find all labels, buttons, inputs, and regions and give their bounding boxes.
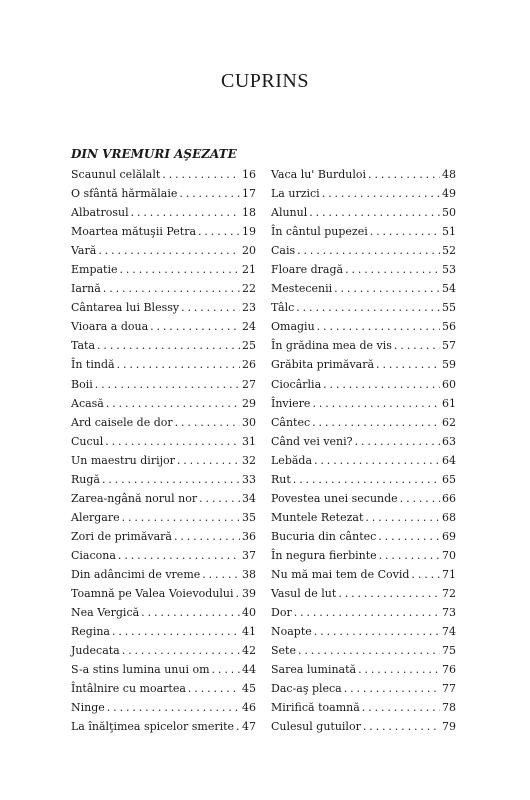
toc-entry-title: Când vei veni? [271, 434, 353, 448]
dot-leader [97, 336, 240, 355]
toc-entry [271, 355, 456, 374]
toc-entry-title: Acasă [71, 396, 104, 410]
toc-entry-title: Floare dragă [271, 263, 344, 277]
toc-entry [271, 336, 456, 355]
dot-leader [297, 241, 440, 260]
toc-entry [71, 470, 256, 489]
dot-leader [322, 184, 440, 203]
toc-entry [271, 508, 456, 527]
dot-leader [95, 375, 240, 394]
toc-entry-page-number: 44 [242, 663, 256, 677]
toc-entry [71, 527, 256, 546]
toc-entry-page-number: 25 [242, 339, 256, 353]
dot-leader [122, 508, 240, 527]
toc-entry-page-number: 63 [442, 434, 456, 448]
toc-entry-title: Rugă [71, 472, 100, 486]
toc-entry [71, 432, 256, 451]
dot-leader [314, 451, 440, 470]
toc-entry-title: În cântul pupezei [271, 225, 368, 239]
toc-entry-title: Cântarea lui Blessy [71, 301, 180, 315]
toc-entry [271, 698, 456, 717]
dot-leader [323, 375, 440, 394]
toc-entry-page-number: 29 [242, 396, 256, 410]
toc-entry [271, 279, 456, 298]
toc-entry-page-number: 79 [442, 720, 456, 734]
toc-entry [71, 241, 256, 260]
dot-leader [212, 660, 240, 679]
toc-entry-page-number: 38 [242, 567, 256, 581]
toc-entry [71, 355, 256, 374]
toc-entry-page-number: 53 [442, 263, 456, 277]
toc-entry-page-number: 35 [242, 510, 256, 524]
dot-leader [181, 298, 240, 317]
toc-entry-page-number: 70 [442, 548, 456, 562]
toc-entry-title: Regina [71, 625, 110, 639]
toc-entry-title: Toamnă pe Valea Voievodului [71, 587, 234, 601]
toc-entry-title: Culesul gutuilor [271, 720, 361, 734]
toc-entry-title: Sarea luminată [271, 663, 357, 677]
toc-entry-title: Cucul [71, 434, 104, 448]
toc-entry-page-number: 60 [442, 377, 456, 391]
toc-entry-page-number: 50 [442, 206, 456, 220]
toc-entry [271, 241, 456, 260]
toc-entry-title: Empatie [71, 263, 118, 277]
toc-entry-page-number: 37 [242, 548, 256, 562]
toc-entry [71, 679, 256, 698]
toc-entry [271, 603, 456, 622]
toc-entry [71, 413, 256, 432]
dot-leader [199, 489, 240, 508]
toc-entry-page-number: 61 [442, 396, 456, 410]
toc-entry-title: În tindă [71, 358, 115, 372]
toc-entry-title: Lebăda [271, 453, 313, 467]
dot-leader [355, 432, 440, 451]
toc-entry-title: Rut [271, 472, 291, 486]
toc-entry-title: Ard caisele de dor [71, 415, 173, 429]
toc-entry-title: Scaunul celălalt [71, 168, 161, 181]
dot-leader [198, 222, 240, 241]
dot-leader [411, 565, 440, 584]
toc-entry [71, 622, 256, 641]
toc-entry [71, 394, 256, 413]
toc-entry [271, 660, 456, 679]
toc-entry-page-number: 45 [242, 682, 256, 696]
toc-entry-title: Vară [71, 244, 97, 258]
dot-leader [131, 203, 240, 222]
toc-entry-title: La înălţimea spicelor smerite [71, 720, 235, 734]
dot-leader [338, 584, 440, 603]
toc-entry [71, 698, 256, 717]
toc-entry-title: Mestecenii [271, 282, 333, 296]
toc-entry-title: Ninge [71, 701, 105, 715]
toc-entry-page-number: 49 [442, 187, 456, 201]
toc-entry [71, 508, 256, 527]
dot-leader [317, 317, 440, 336]
toc-entry [71, 222, 256, 241]
toc-entry [71, 660, 256, 679]
dot-leader [296, 298, 440, 317]
toc-entry [71, 336, 256, 355]
toc-entry [71, 546, 256, 565]
toc-entry-page-number: 78 [442, 701, 456, 715]
toc-entry-title: În negura fierbinte [271, 548, 377, 562]
toc-entry-title: La urzici [271, 187, 320, 201]
dot-leader [378, 527, 440, 546]
toc-entry-page-number: 57 [442, 339, 456, 353]
dot-leader [376, 355, 440, 374]
toc-entry-page-number: 69 [442, 529, 456, 543]
toc-entry-page-number: 54 [442, 282, 456, 296]
toc-entry [71, 203, 256, 222]
toc-entry [71, 489, 256, 508]
dot-leader [298, 641, 440, 660]
toc-entry-title: Dor [271, 606, 292, 620]
toc-entry [271, 622, 456, 641]
toc-entry-title: Alunul [271, 206, 308, 220]
toc-entry-page-number: 64 [442, 453, 456, 467]
toc-entry [71, 298, 256, 317]
toc-entry-title: Iarnă [71, 282, 101, 296]
toc-entry-page-number: 24 [242, 320, 256, 334]
toc-entry-page-number: 68 [442, 510, 456, 524]
dot-leader [175, 413, 240, 432]
toc-entry-title: Muntele Retezat [271, 510, 364, 524]
section-heading: DIN VREMURI AŞEZATE [71, 147, 237, 161]
toc-entry [271, 546, 456, 565]
toc-entry-page-number: 77 [442, 682, 456, 696]
dot-leader [105, 432, 240, 451]
toc-entry-title: Boii [71, 377, 93, 391]
toc-left-column [71, 165, 256, 736]
toc-entry-page-number: 48 [442, 168, 456, 181]
toc-entry-title: Judecata [71, 644, 120, 658]
toc-entry-title: Albatrosul [71, 206, 129, 220]
toc-entry-page-number: 16 [242, 168, 256, 181]
toc-entry-title: Tâlc [271, 301, 295, 315]
toc-entry-page-number: 47 [242, 720, 256, 734]
toc-entry-title: Vasul de lut [271, 587, 337, 601]
toc-entry-page-number: 23 [242, 301, 256, 315]
toc-entry-page-number: 27 [242, 377, 256, 391]
dot-leader [365, 508, 440, 527]
toc-entry [71, 565, 256, 584]
toc-entry [71, 317, 256, 336]
toc-entry [71, 165, 256, 184]
toc-entry [71, 279, 256, 298]
toc-entry-page-number: 32 [242, 453, 256, 467]
toc-entry-title: Alergare [71, 510, 120, 524]
dot-leader [120, 260, 240, 279]
dot-leader [236, 717, 240, 736]
toc-entry-title: Ciacona [71, 548, 116, 562]
toc-entry [271, 203, 456, 222]
toc-entry-title: Întâlnire cu moartea [71, 682, 186, 696]
dot-leader [118, 546, 240, 565]
toc-entry-title: Mirifică toamnă [271, 701, 360, 715]
dot-leader [122, 641, 240, 660]
dot-leader [106, 394, 240, 413]
toc-entry-page-number: 36 [242, 529, 256, 543]
toc-entry-title: S-a stins lumina unui om [71, 663, 210, 677]
toc-entry [271, 527, 456, 546]
toc-entry-title: Ciocârlia [271, 377, 322, 391]
toc-entry-page-number: 17 [242, 187, 256, 201]
toc-entry [271, 165, 456, 184]
toc-entry-page-number: 46 [242, 701, 256, 715]
dot-leader [117, 355, 240, 374]
toc-entry [71, 260, 256, 279]
dot-leader [362, 698, 440, 717]
dot-leader [141, 603, 240, 622]
toc-entry-title: Vioara a doua [71, 320, 149, 334]
toc-entry-page-number: 56 [442, 320, 456, 334]
toc-entry [271, 375, 456, 394]
toc-entry-title: Tata [71, 339, 96, 353]
toc-entry [71, 717, 256, 736]
toc-entry-page-number: 65 [442, 472, 456, 486]
toc-entry [71, 641, 256, 660]
toc-entry-title: Sete [271, 644, 296, 658]
toc-entry [271, 222, 456, 241]
dot-leader [358, 660, 440, 679]
toc-entry-title: Povestea unei secunde [271, 491, 398, 505]
toc-entry-title: În grădina mea de vis [271, 339, 392, 353]
toc-entry-page-number: 26 [242, 358, 256, 372]
dot-leader [236, 584, 240, 603]
dot-leader [162, 165, 240, 184]
toc-entry [271, 565, 456, 584]
toc-entry [271, 470, 456, 489]
toc-entry-page-number: 62 [442, 415, 456, 429]
toc-entry-page-number: 74 [442, 625, 456, 639]
dot-leader [312, 413, 440, 432]
toc-entry-title: Omagiu [271, 320, 315, 334]
toc-entry [71, 184, 256, 203]
dot-leader [202, 565, 240, 584]
toc-entry [71, 451, 256, 470]
dot-leader [174, 527, 240, 546]
toc-entry [71, 584, 256, 603]
dot-leader [103, 279, 240, 298]
toc-entry-title: Nea Vergică [71, 606, 140, 620]
toc-entry-page-number: 20 [242, 244, 256, 258]
toc-entry [271, 432, 456, 451]
dot-leader [188, 679, 240, 698]
toc-entry [271, 679, 456, 698]
toc-entry-title: Noapte [271, 625, 312, 639]
toc-entry-page-number: 31 [242, 434, 256, 448]
toc-entry-page-number: 41 [242, 625, 256, 639]
toc-entry-title: Dac-aş pleca [271, 682, 342, 696]
toc-entry-title: Bucuria din cântec [271, 529, 377, 543]
dot-leader [394, 336, 440, 355]
dot-leader [179, 184, 240, 203]
toc-entry [271, 641, 456, 660]
dot-leader [112, 622, 240, 641]
toc-entry-title: O sfântă hărmălaie [71, 187, 178, 201]
toc-entry-page-number: 59 [442, 358, 456, 372]
dot-leader [370, 222, 440, 241]
dot-leader [400, 489, 440, 508]
toc-entry [71, 375, 256, 394]
toc-entry-title: Înviere [271, 396, 311, 410]
page-title: CUPRINS [221, 70, 309, 92]
dot-leader [344, 679, 440, 698]
dot-leader [334, 279, 440, 298]
toc-entry-title: Din adâncimi de vreme [71, 567, 201, 581]
toc-entry-title: Zori de primăvară [71, 529, 172, 543]
toc-entry-title: Moartea mătuşii Petra [71, 225, 197, 239]
dot-leader [102, 470, 240, 489]
toc-entry-title: Cântec [271, 415, 311, 429]
dot-leader [294, 603, 440, 622]
toc-entry-page-number: 21 [242, 263, 256, 277]
toc-entry-page-number: 76 [442, 663, 456, 677]
toc-entry [271, 184, 456, 203]
toc-entry-page-number: 40 [242, 606, 256, 620]
toc-right-column [271, 165, 456, 736]
toc-entry-page-number: 72 [442, 587, 456, 601]
toc-entry-page-number: 19 [242, 225, 256, 239]
toc-entry [71, 603, 256, 622]
toc-entry-title: Cais [271, 244, 296, 258]
toc-entry-title: Zarea-ngână norul nor [71, 491, 198, 505]
dot-leader [314, 622, 440, 641]
dot-leader [312, 394, 440, 413]
dot-leader [345, 260, 440, 279]
dot-leader [368, 165, 440, 184]
toc-entry [271, 317, 456, 336]
dot-leader [98, 241, 240, 260]
dot-leader [293, 470, 440, 489]
dot-leader [107, 698, 240, 717]
toc-entry-page-number: 71 [442, 567, 456, 581]
dot-leader [379, 546, 440, 565]
toc-entry-title: Grăbita primăvară [271, 358, 375, 372]
toc-entry-page-number: 75 [442, 644, 456, 658]
toc-entry-page-number: 55 [442, 301, 456, 315]
toc-entry-page-number: 51 [442, 225, 456, 239]
toc-entry [271, 717, 456, 736]
toc-entry [271, 394, 456, 413]
dot-leader [309, 203, 440, 222]
toc-entry-page-number: 18 [242, 206, 256, 220]
toc-entry-page-number: 22 [242, 282, 256, 296]
toc-entry-page-number: 33 [242, 472, 256, 486]
toc-entry [271, 489, 456, 508]
toc-entry [271, 298, 456, 317]
dot-leader [177, 451, 240, 470]
toc-entry [271, 451, 456, 470]
toc-entry [271, 413, 456, 432]
toc-entry-title: Vaca lu' Burduloi [271, 168, 367, 181]
toc-entry [271, 260, 456, 279]
toc-entry-page-number: 66 [442, 491, 456, 505]
toc-entry-page-number: 52 [442, 244, 456, 258]
toc-entry-page-number: 34 [242, 491, 256, 505]
toc-entry-page-number: 30 [242, 415, 256, 429]
toc-entry [271, 584, 456, 603]
toc-entry-page-number: 73 [442, 606, 456, 620]
toc-entry-page-number: 42 [242, 644, 256, 658]
dot-leader [363, 717, 440, 736]
toc-entry-title: Un maestru dirijor [71, 453, 175, 467]
toc-entry-page-number: 39 [242, 587, 256, 601]
dot-leader [150, 317, 240, 336]
toc-entry-title: Nu mă mai tem de Covid [271, 567, 410, 581]
